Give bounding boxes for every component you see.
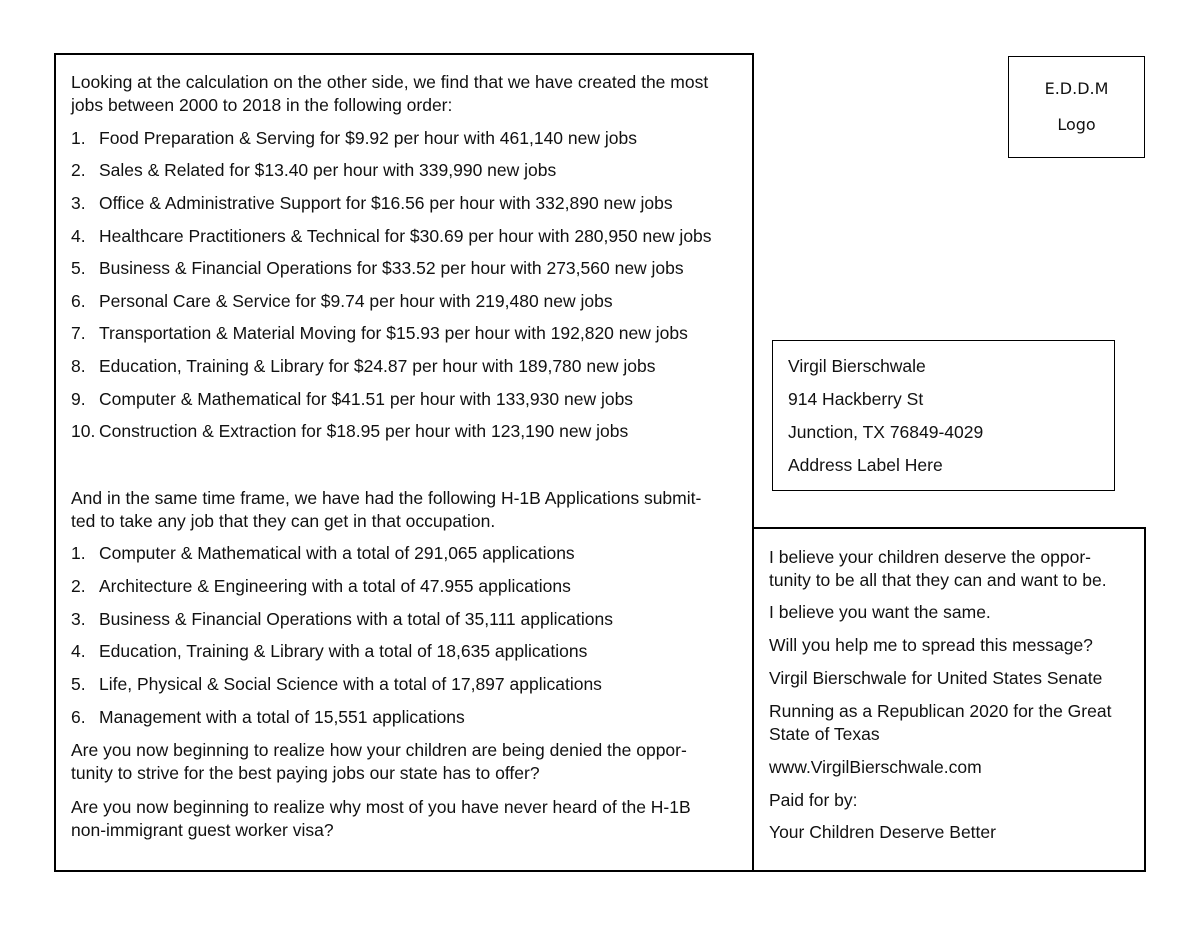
list-text: Personal Care & Service for $9.74 per hour with 219,480 new jobs <box>99 291 613 311</box>
message-p2: I believe you want the same. <box>769 602 991 622</box>
address-name: Virgil Bierschwale <box>788 356 926 376</box>
address-city: Junction, TX 76849-4029 <box>788 422 984 442</box>
list-number: 6. <box>71 291 86 311</box>
list-number: 5. <box>71 674 86 694</box>
list-text: Transportation & Material Moving for $15.93 per hour with 192,820 new jobs <box>99 323 688 343</box>
list-text: Business & Financial Operations with a total of 35,111 applications <box>99 609 613 629</box>
list-text: Education, Training & Library with a total of 18,635 applications <box>99 641 588 661</box>
list-number: 3. <box>71 609 86 629</box>
address-label-placeholder: Address Label Here <box>788 455 943 475</box>
list-number: 9. <box>71 389 86 409</box>
logo-line-1: E.D.D.M <box>1044 79 1109 98</box>
list-number: 3. <box>71 193 86 213</box>
h1b-intro-line-1: And in the same time frame, we have had the following H-1B Applications submit- <box>71 488 702 508</box>
list-text: Architecture & Engineering with a total of 47.955 applications <box>99 576 571 596</box>
list-text: Life, Physical & Social Science with a total of 17,897 applications <box>99 674 602 694</box>
closing-question-2-line-2: non-immigrant guest worker visa? <box>71 820 334 840</box>
h1b-intro-line-2: ted to take any job that they can get in that occupation. <box>71 511 496 531</box>
closing-question-1-line-2: tunity to strive for the best paying jobs our state has to offer? <box>71 763 540 783</box>
list-text: Education, Training & Library for $24.87 per hour with 189,780 new jobs <box>99 356 656 376</box>
list-text: Business & Financial Operations for $33.52 per hour with 273,560 new jobs <box>99 258 684 278</box>
list-number: 1. <box>71 128 86 148</box>
message-p5-line-1: Running as a Republican 2020 for the Great <box>769 701 1112 721</box>
list-text: Food Preparation & Serving for $9.92 per hour with 461,140 new jobs <box>99 128 637 148</box>
list-text: Construction & Extraction for $18.95 per hour with 123,190 new jobs <box>99 421 629 441</box>
address-street: 914 Hackberry St <box>788 389 924 409</box>
list-number: 5. <box>71 258 86 278</box>
list-number: 8. <box>71 356 86 376</box>
intro-line-1: Looking at the calculation on the other side, we find that we have created the most <box>71 72 709 92</box>
message-p3: Will you help me to spread this message? <box>769 635 1093 655</box>
list-number: 2. <box>71 576 86 596</box>
list-number: 4. <box>71 641 86 661</box>
logo-line-2: Logo <box>1057 115 1096 134</box>
website-url: www.VirgilBierschwale.com <box>769 757 982 777</box>
address-label-box <box>772 340 1115 491</box>
list-text: Sales & Related for $13.40 per hour with 339,990 new jobs <box>99 160 557 180</box>
main-text-panel <box>54 53 754 872</box>
list-number: 1. <box>71 543 86 563</box>
list-text: Healthcare Practitioners & Technical for $30.69 per hour with 280,950 new jobs <box>99 226 712 246</box>
list-text: Management with a total of 15,551 applications <box>99 707 465 727</box>
list-number: 4. <box>71 226 86 246</box>
intro-line-2: jobs between 2000 to 2018 in the following order: <box>71 95 453 115</box>
message-p1-line-2: tunity to be all that they can and want to be. <box>769 570 1107 590</box>
message-p1-line-1: I believe your children deserve the oppor- <box>769 547 1091 567</box>
list-text: Computer & Mathematical for $41.51 per hour with 133,930 new jobs <box>99 389 634 409</box>
list-number: 2. <box>71 160 86 180</box>
eddm-logo-box <box>1008 56 1145 158</box>
list-text: Computer & Mathematical with a total of 291,065 applications <box>99 543 575 563</box>
list-number: 7. <box>71 323 86 343</box>
message-p4: Virgil Bierschwale for United States Senate <box>769 668 1103 688</box>
closing-question-2-line-1: Are you now beginning to realize why most of you have never heard of the H-1B <box>71 797 691 817</box>
paid-for-by-label: Paid for by: <box>769 790 858 810</box>
message-p5-line-2: State of Texas <box>769 724 880 744</box>
message-panel <box>752 527 1146 872</box>
list-number: 6. <box>71 707 86 727</box>
list-text: Office & Administrative Support for $16.56 per hour with 332,890 new jobs <box>99 193 673 213</box>
list-number: 10. <box>71 421 96 441</box>
closing-question-1-line-1: Are you now beginning to realize how your children are being denied the oppor- <box>71 740 687 760</box>
sponsor-name: Your Children Deserve Better <box>769 822 996 842</box>
